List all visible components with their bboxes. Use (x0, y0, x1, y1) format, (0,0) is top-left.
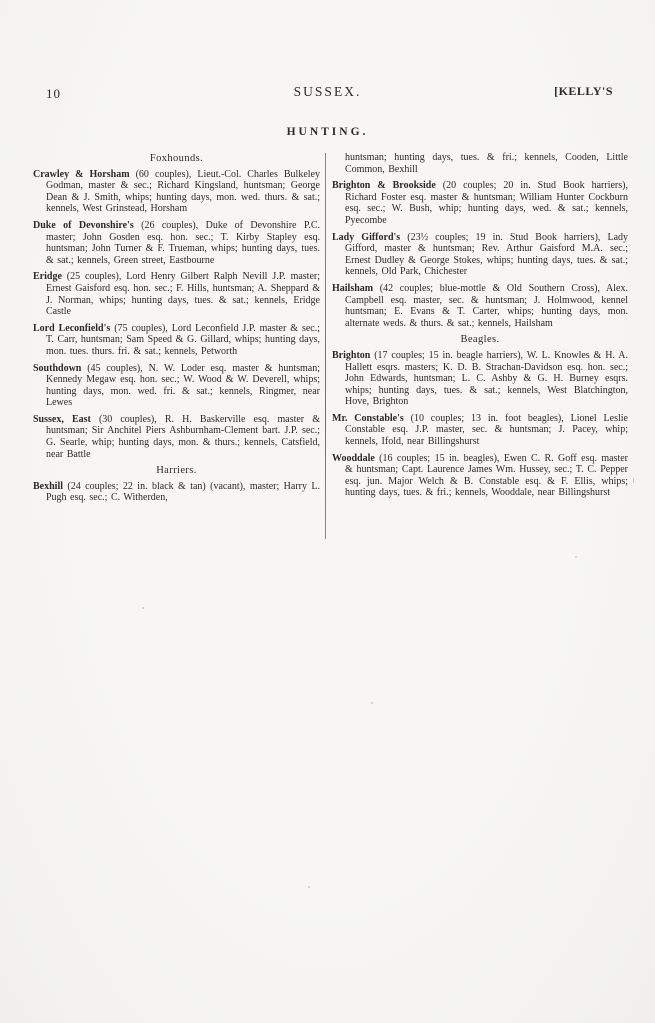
entry-southdown (33, 363, 320, 409)
page-number: 10 (46, 86, 61, 101)
entry-details: (25 couples), Lord Henry Gilbert Ralph Nevill J.P. master; Ernest Gaisford esq. hon. sec.; F. Hills, huntsman; A. Sheppard & J. Norman, whips; hunting days, tues. & sat.; kennels, Eridge Castle (46, 271, 320, 318)
subsection-heading-foxhounds: Foxhounds. (149, 153, 204, 164)
entry-details: huntsman; hunting days, tues. & fri.; kennels, Cooden, Little Common, Bexhill (345, 152, 628, 175)
entry-name: Lord Leconfield's (33, 322, 111, 334)
entry-details: (45 couples), N. W. Loder esq. master & huntsman; Kennedy Megaw esq. hon. sec.; W. Wood & W. Deverell, whips; hunting days, mon. wed. fri. & sat.; kennels, Ringmer, near Lewes (46, 362, 320, 409)
entry-details: (20 couples; 20 in. Stud Book harriers), Richard Foster esq. master & huntsman; William Hunter Cockburn esq. sec.; W. Bush, whip; hunting days, wed. & sat.; kennels, Pyecombe (345, 180, 628, 226)
entry-mr-constables (332, 413, 628, 448)
entry-details: (75 couples), Lord Leconfield J.P. master & sec.; T. Carr, huntsman; Sam Speed & G. Gillard, whips; hunting days, mon. tues. thurs. fri. & sat.; kennels, Petworth (46, 322, 320, 357)
section-title: HUNTING. (286, 126, 369, 138)
entry-name: Mr. Constable's (332, 412, 404, 424)
entry-details: (30 couples), R. H. Baskerville esq. master & huntsman; Sir Anchitel Piers Ashburnham-Clement bart. J.P. sec.; G. Searle, whip; hunting days, mon. & thurs.; kennels, Catsfield, near Battle (46, 413, 320, 460)
entry-name: Hailsham (332, 282, 374, 294)
entry-name: Lady Gifford's (332, 231, 401, 243)
entry-lord-leconfields (33, 323, 320, 358)
entry-bexhill (33, 481, 320, 504)
entry-details: (26 couples), Duke of Devonshire P.C. master; John Gosden esq. hon. sec.; T. Kirby Stapley esq. huntsman; John Turner & F. Trueman, whips; hunting days, tues. & sat.; kennels, Green street, Eastbourne (46, 219, 320, 266)
entry-crawley-horsham (33, 169, 320, 215)
entry-name: Crawley & Horsham (33, 168, 130, 180)
entry-name: Southdown (33, 362, 82, 374)
entry-details: (10 couples; 13 in. foot beagles), Lionel Leslie Constable esq. J.P. master, sec. & huntsman; J. Pacey, whip; kennels, Ifold, near Billingshurst (345, 412, 628, 448)
scan-speck (575, 556, 577, 558)
entry-details: (60 couples), Lieut.-Col. Charles Bulkeley Godman, master & sec.; Richard Kingsland, huntsman; George Dean & J. Smith, whips; hunting days, mon. wed. thurs. & sat.; kennels, West Grinstead, Horsham (46, 168, 320, 215)
entry-bexhill-continuation (332, 152, 628, 175)
column-divider-rule (325, 153, 326, 539)
entry-details: (23½ couples; 19 in. Stud Book harriers), Lady Gifford, master & huntsman; Rev. Arthur Gaisford M.A. sec.; Ernest Dudley & George Stokes, whips; hunting days, tues. & sat.; kennels, Old Park, Chichester (345, 231, 629, 278)
scan-speck (308, 886, 310, 888)
entry-duke-of-devonshires (33, 220, 320, 266)
entry-brighton-brookside (332, 180, 628, 226)
subsection-heading-beagles: Beagles. (460, 334, 500, 346)
scan-speck (142, 607, 144, 609)
subsection-heading-harriers: Harriers. (156, 465, 197, 477)
entry-name: Brighton & Brookside (332, 180, 436, 192)
right-column (332, 152, 628, 499)
entry-name: Sussex, East (33, 413, 91, 425)
entry-sussex-east (33, 414, 320, 460)
left-column (33, 152, 320, 504)
entry-wooddale (332, 453, 628, 499)
entry-details: (24 couples; 22 in. black & tan) (vacant), master; Harry L. Pugh esq. sec.; C. Witherden, (46, 480, 320, 504)
entry-details: (16 couples; 15 in. beagles), Ewen C. R. Goff esq. master & huntsman; Capt. Laurence James Wm. Hussey, sec.; T. C. Pepper esq. jun. Major Welch & B. Constable esq. & F. Ellis, whips; hunting days, tues. & fri.; kennels, Wooddale, near Billingshurst (345, 452, 628, 499)
entry-name: Bexhill (33, 480, 64, 492)
two-column-text-block (33, 152, 628, 539)
entry-name: Duke of Devonshire's (33, 219, 134, 231)
entry-eridge (33, 271, 320, 317)
running-title: SUSSEX. (293, 84, 362, 99)
entry-name: Wooddale (332, 452, 375, 464)
scan-speck (371, 702, 373, 704)
entry-lady-giffords (332, 232, 628, 278)
entry-name: Brighton (332, 349, 371, 361)
entry-hailsham (332, 283, 628, 329)
scan-speck (633, 478, 634, 483)
entry-brighton-beagles (332, 350, 628, 408)
entry-details: (42 couples; blue-mottle & Old Southern Cross), Alex. Campbell esq. master, sec. & huntsman; J. Holmwood, kennel huntsman; E. Evans & T. Carter, whips; hunting days, mon. alternate weds. & thurs. & sat.; kennels, Hailsham (345, 282, 628, 329)
entry-name: Eridge (33, 271, 62, 283)
publisher-mark: [KELLY'S (554, 84, 613, 98)
entry-details: (17 couples; 15 in. beagle harriers), W. L. Knowles & H. A. Hallett esqrs. masters; K. D. B. Strachan-Davidson esq. hon. sec.; John Edwards, huntsman; L. C. Ashby & G. H. Burney esqrs. whips; hunting days, tues. & sat.; kennels, West Blatchington, Hove, Brighton (345, 349, 628, 408)
